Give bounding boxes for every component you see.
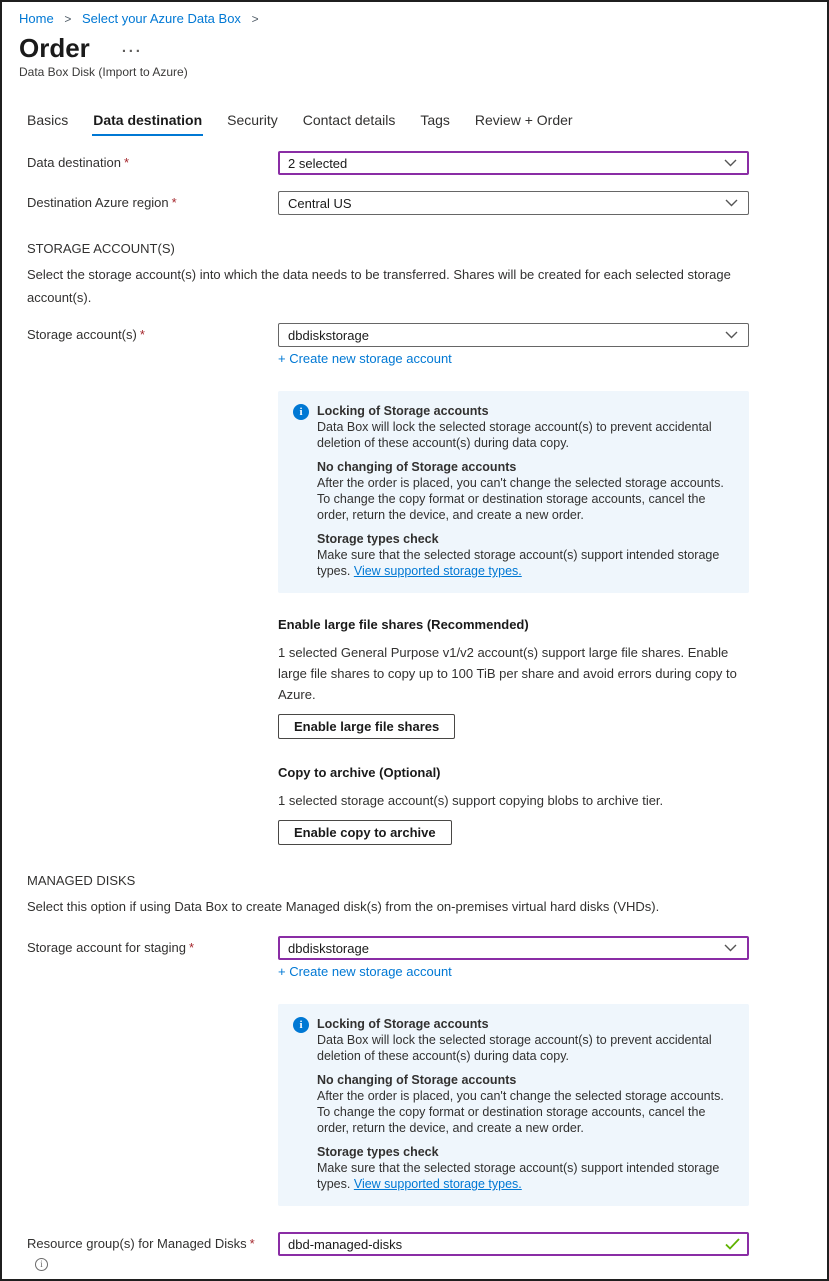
info-section-title: Storage types check (317, 1145, 439, 1159)
info-section-body: Data Box will lock the selected storage account(s) to prevent accidental deletion of these account(s) during data copy. (317, 420, 712, 450)
field-row-data-destination (27, 151, 827, 175)
info-section-no-changing (317, 1072, 733, 1136)
tab-bar (2, 106, 827, 136)
info-section-title: Locking of Storage accounts (317, 1017, 489, 1031)
view-supported-storage-types-link[interactable]: View supported storage types. (353, 564, 522, 578)
staging-account-dropdown[interactable] (278, 936, 749, 960)
chevron-down-icon (725, 199, 738, 207)
info-section-body: After the order is placed, you can't change the selected storage accounts. To change the copy format or destination storage accounts, cancel the order, return the device, and create a new order. (317, 476, 724, 522)
required-marker: * (189, 940, 195, 955)
create-new-storage-account-link[interactable]: + Create new storage account (278, 351, 452, 366)
dropdown-value: dbdiskstorage (288, 940, 369, 956)
chevron-down-icon (725, 331, 738, 339)
label-text: Storage account for staging (27, 940, 186, 955)
tab-basics[interactable]: Basics (27, 112, 69, 128)
enable-large-file-shares-button[interactable]: Enable large file shares (278, 714, 455, 739)
breadcrumb-select-azure-data-box[interactable]: Select your Azure Data Box (81, 11, 241, 26)
tab-contact-details[interactable]: Contact details (302, 112, 396, 128)
destination-region-dropdown[interactable] (278, 191, 749, 215)
managed-disks-section-heading: MANAGED DISKS (27, 873, 136, 888)
valid-checkmark-icon (725, 1238, 740, 1250)
chevron-down-icon (724, 944, 737, 952)
info-section-title: No changing of Storage accounts (317, 1073, 517, 1087)
copy-to-archive-description: 1 selected storage account(s) support copying blobs to archive tier. (278, 793, 664, 808)
info-section-body-text: Make sure that the selected storage account(s) support intended storage types. (317, 1161, 720, 1191)
data-destination-dropdown[interactable] (278, 151, 749, 175)
storage-accounts-section-description: Select the storage account(s) into which the data needs to be transferred. Shares will be created for each selected storage account(s). (27, 267, 731, 305)
info-section-storage-types (317, 1144, 733, 1192)
tab-data-destination[interactable]: Data destination (92, 106, 203, 136)
storage-accounts-label (27, 323, 278, 347)
more-options-icon[interactable]: ··· (121, 43, 143, 60)
large-file-shares-description: 1 selected General Purpose v1/v2 account(s) support large file shares. Enable large file shares to copy up to 100 TiB per share and avoid errors during copy to Azure. (278, 645, 737, 702)
info-section-title: No changing of Storage accounts (317, 460, 517, 474)
info-icon: i (293, 1017, 309, 1033)
enable-copy-to-archive-button[interactable]: Enable copy to archive (278, 820, 452, 845)
tab-tags[interactable]: Tags (420, 112, 450, 128)
data-destination-form (2, 151, 827, 1271)
create-storage-account-link-row (278, 964, 827, 980)
create-storage-account-link-row (278, 351, 827, 367)
staging-locking-info-box (278, 1004, 749, 1206)
info-tooltip-icon[interactable]: i (35, 1258, 48, 1271)
tab-security[interactable]: Security (227, 112, 278, 128)
info-section-locking (317, 403, 733, 451)
destination-region-label (27, 191, 278, 215)
required-marker: * (139, 327, 145, 342)
info-section-storage-types (317, 531, 733, 579)
info-section-body: After the order is placed, you can't change the selected storage accounts. To change the copy format or destination storage accounts, cancel the order, return the device, and create a new order. (317, 1089, 724, 1135)
breadcrumb-separator-icon: > (251, 12, 259, 26)
page-subtitle: Data Box Disk (Import to Azure) (19, 65, 188, 79)
storage-accounts-section-heading: STORAGE ACCOUNT(S) (27, 241, 175, 256)
managed-disks-section-description: Select this option if using Data Box to create Managed disk(s) from the on-premises virtual hard disks (VHDs). (27, 899, 660, 914)
label-text: Destination Azure region (27, 195, 169, 210)
copy-to-archive-heading: Copy to archive (Optional) (278, 765, 441, 780)
required-marker: * (123, 155, 130, 170)
create-new-storage-account-link[interactable]: + Create new storage account (278, 964, 452, 979)
info-section-body (317, 1160, 733, 1192)
info-section-body-text: Make sure that the selected storage account(s) support intended storage types. (317, 548, 720, 578)
info-icon: i (293, 404, 309, 420)
field-row-staging-account (27, 936, 827, 960)
breadcrumb-home[interactable]: Home (19, 11, 54, 26)
info-section-body (317, 547, 733, 579)
dropdown-value: Central US (288, 195, 352, 211)
storage-locking-info-box (278, 391, 749, 593)
page-header (2, 2, 827, 79)
title-row (19, 33, 811, 63)
field-row-storage-accounts (27, 323, 827, 347)
dropdown-value: dbdiskstorage (288, 327, 369, 343)
managed-disks-rg-input[interactable] (278, 1232, 749, 1256)
page-title: Order (19, 33, 90, 63)
data-destination-label (27, 151, 278, 175)
required-marker: * (249, 1236, 255, 1251)
label-text: Data destination (27, 155, 121, 170)
dropdown-value: 2 selected (288, 155, 348, 171)
field-row-managed-disks-rg (27, 1232, 827, 1271)
storage-accounts-dropdown[interactable] (278, 323, 749, 347)
field-row-destination-region (27, 191, 827, 215)
large-file-shares-heading: Enable large file shares (Recommended) (278, 617, 529, 632)
label-text: Resource group(s) for Managed Disks (27, 1236, 247, 1251)
info-section-body: Data Box will lock the selected storage account(s) to prevent accidental deletion of these account(s) during data copy. (317, 1033, 712, 1063)
info-section-no-changing (317, 459, 733, 523)
info-section-title: Locking of Storage accounts (317, 404, 489, 418)
breadcrumb (19, 10, 811, 28)
required-marker: * (171, 195, 177, 210)
label-text: Storage account(s) (27, 327, 137, 342)
tab-review-order[interactable]: Review + Order (474, 112, 573, 128)
staging-account-label (27, 936, 278, 960)
breadcrumb-separator-icon: > (64, 12, 72, 26)
info-section-title: Storage types check (317, 532, 439, 546)
view-supported-storage-types-link[interactable]: View supported storage types. (353, 1177, 522, 1191)
managed-disks-rg-label (27, 1232, 278, 1271)
chevron-down-icon (724, 159, 737, 167)
info-section-locking (317, 1016, 733, 1064)
